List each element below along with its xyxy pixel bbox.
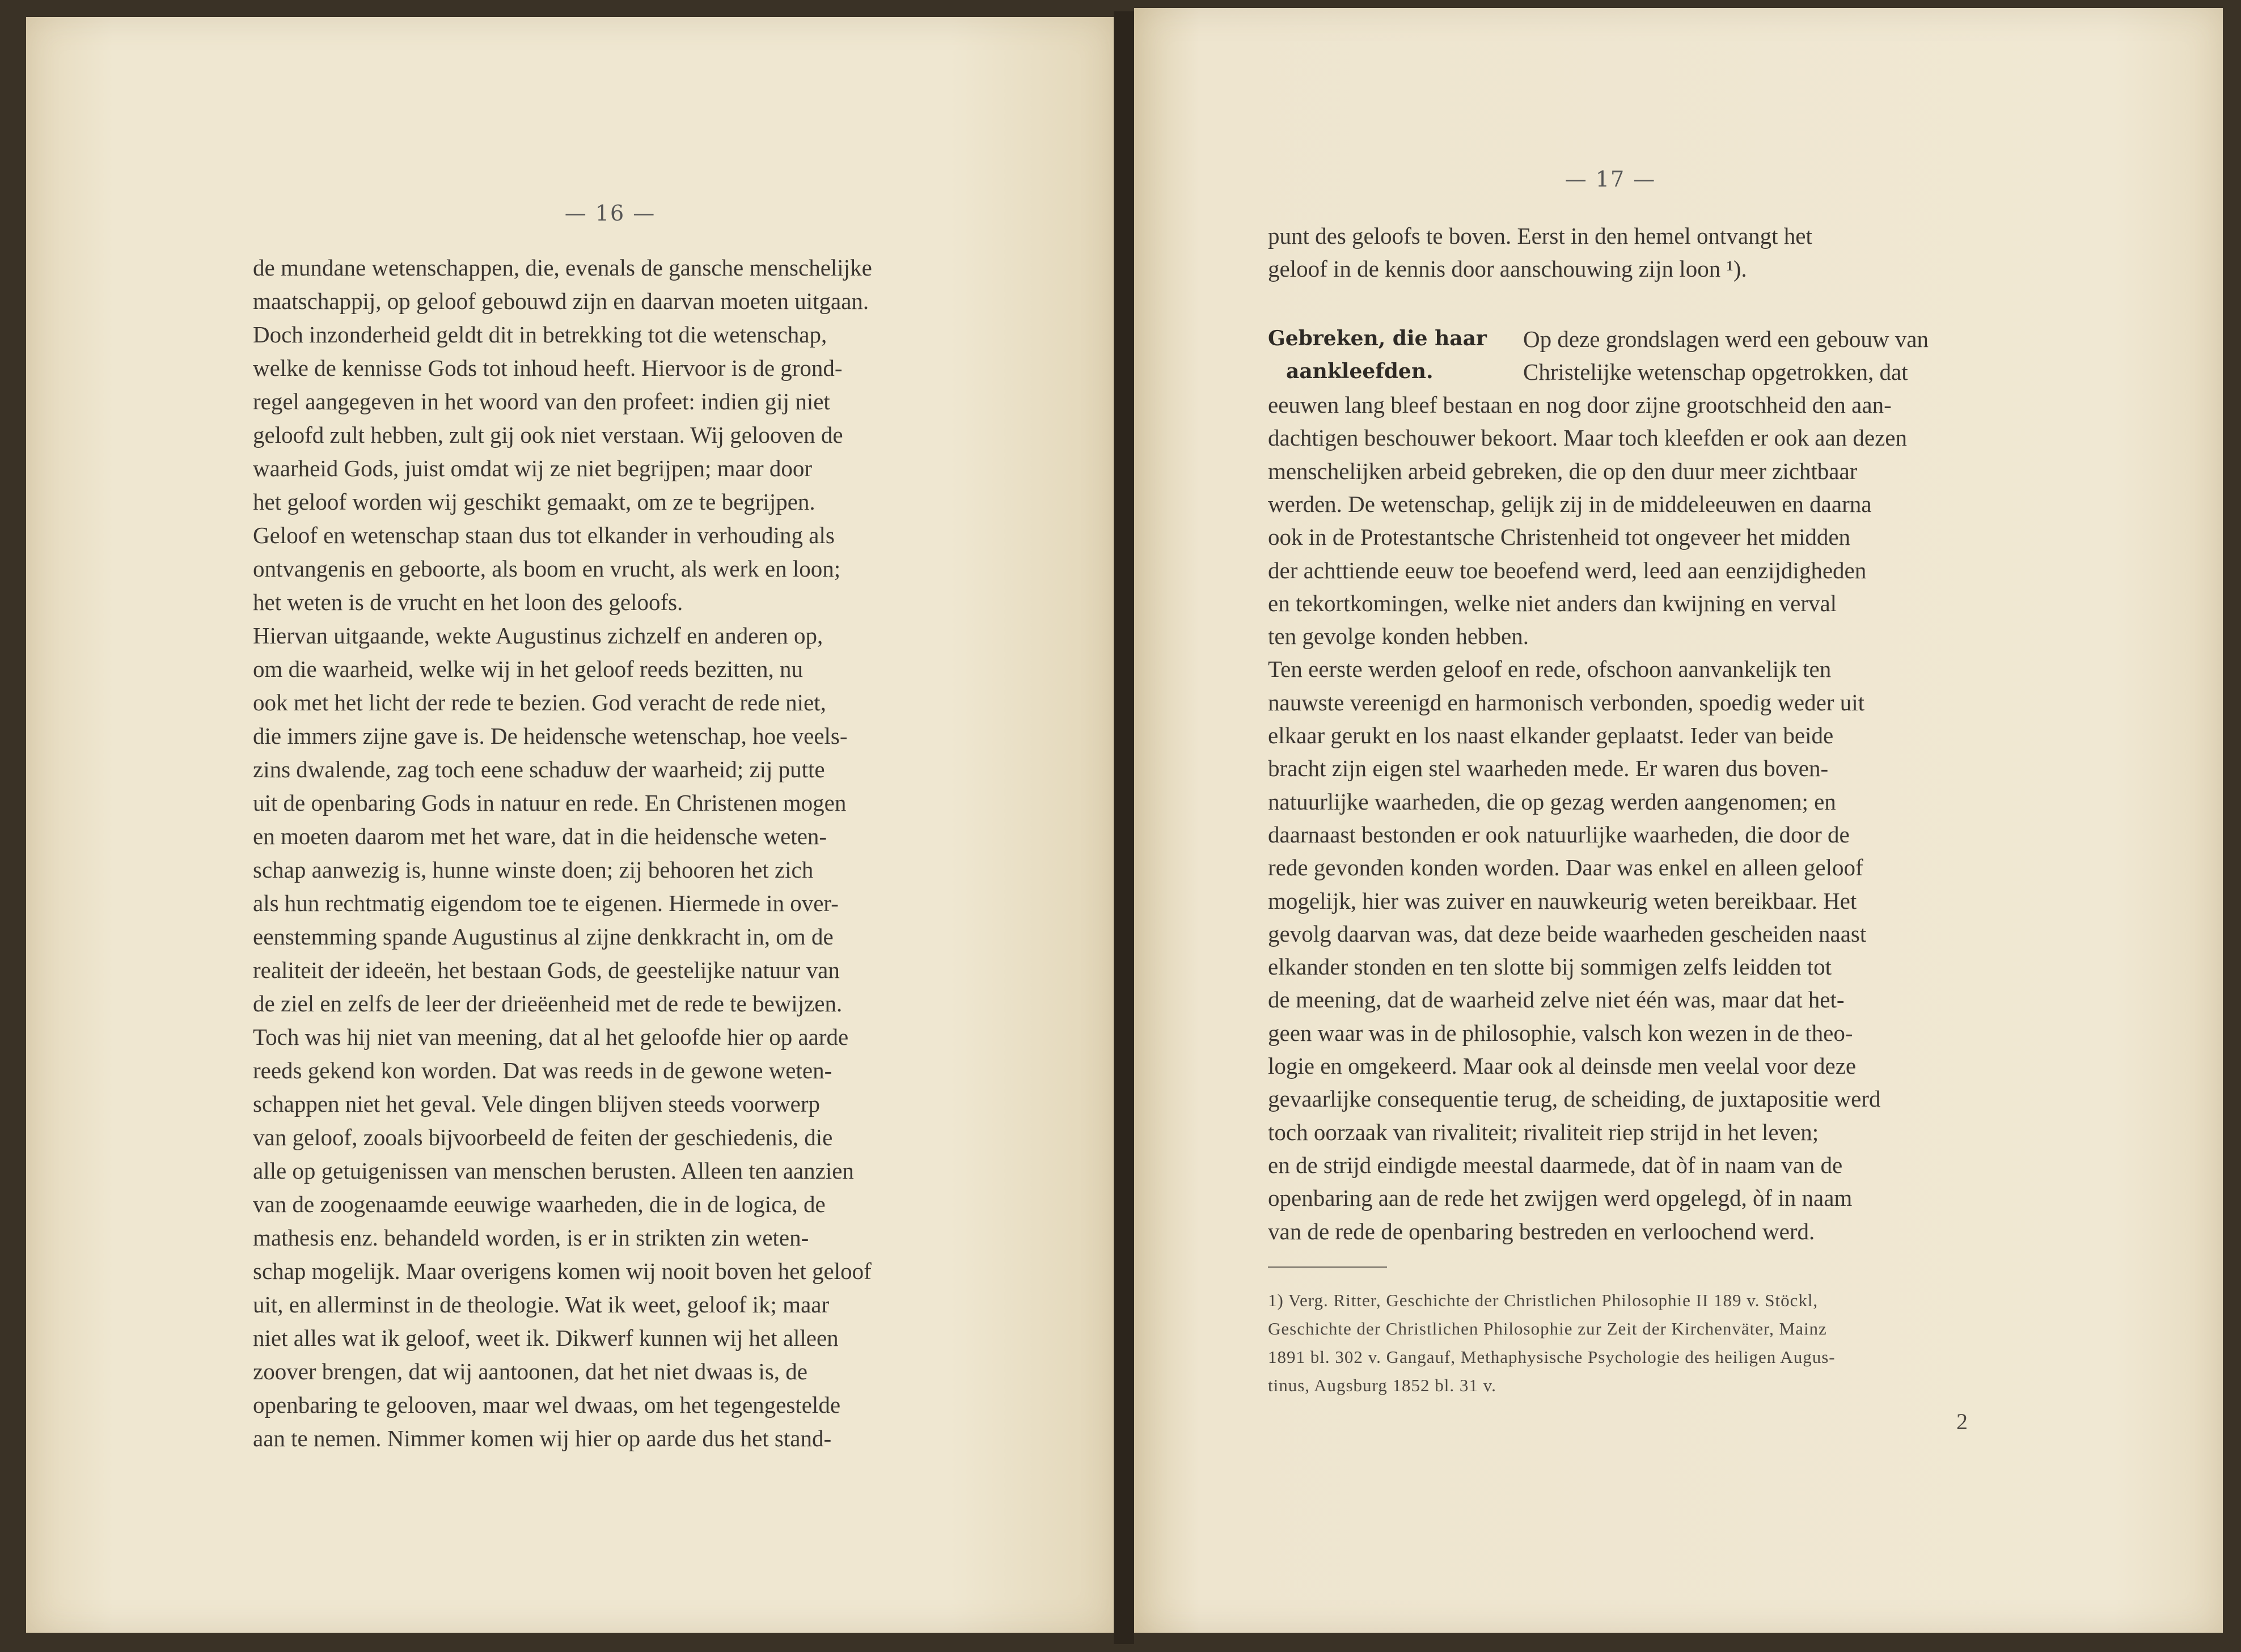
footnote-line: 1) Verg. Ritter, Geschichte der Christlichen Philosophie II 189 v. Stöckl, xyxy=(1268,1290,1819,1310)
text-line: geloof in de kennis door aanschouwing zijn loon ¹). xyxy=(1268,256,1747,282)
text-line: van de rede de openbaring bestreden en verloochend werd. xyxy=(1268,1218,1815,1244)
text-line: eenstemming spande Augustinus al zijne denkkracht in, om de xyxy=(253,924,834,950)
text-line: logie en omgekeerd. Maar ook al deinsde men veelal voor deze xyxy=(1268,1053,1857,1079)
text-line: elkander stonden en ten slotte bij sommigen zelfs leidden tot xyxy=(1268,954,1832,980)
text-line: der achttiende eeuw toe beoefend werd, leed aan eenzijdigheden xyxy=(1268,557,1867,583)
text-line: Doch inzonderheid geldt dit in betrekking tot die wetenschap, xyxy=(253,321,827,348)
heading-text-line-1: Op deze grondslagen werd een gebouw van xyxy=(1523,326,1929,352)
text-line: schap aanwezig is, hunne winste doen; zij behooren het zich xyxy=(253,857,814,883)
text-line: rede gevonden konden worden. Daar was enkel en alleen geloof xyxy=(1268,854,1863,881)
text-line: en de strijd eindigde meestal daarmede, dat òf in naam van de xyxy=(1268,1151,1843,1178)
text-line: toch oorzaak van rivaliteit; rivaliteit riep strijd in het leven; xyxy=(1268,1119,1819,1145)
text-line: waarheid Gods, juist omdat wij ze niet begrijpen; maar door xyxy=(253,455,813,481)
text-line: alle op getuigenissen van menschen berusten. Alleen ten aanzien xyxy=(253,1158,854,1184)
text-line: de meening, dat de waarheid zelve niet één was, maar dat het- xyxy=(1268,986,1845,1013)
signature-mark: 2 xyxy=(1956,1409,1968,1434)
text-line: Ten eerste werden geloof en rede, ofschoon aanvankelijk ten xyxy=(1268,656,1832,683)
text-line: de ziel en zelfs de leer der drieëenheid met de rede te bewijzen. xyxy=(253,990,843,1016)
margin-heading-line-1: Gebreken, die haar xyxy=(1268,327,1487,350)
margin-heading-line-2: aankleefden. xyxy=(1286,359,1434,383)
text-line: werden. De wetenschap, gelijk zij in de middeleeuwen en daarna xyxy=(1268,490,1872,517)
text-line: en tekortkomingen, welke niet anders dan kwijning en verval xyxy=(1268,590,1837,616)
text-line: geloofd zult hebben, zult gij ook niet verstaan. Wij gelooven de xyxy=(253,422,843,448)
text-line: menschelijken arbeid gebreken, die op den duur meer zichtbaar xyxy=(1268,458,1858,484)
text-line: openbaring aan de rede het zwijgen werd opgelegd, òf in naam xyxy=(1268,1185,1853,1212)
text-line: uit de openbaring Gods in natuur en rede. En Christenen mogen xyxy=(253,790,847,816)
right-page xyxy=(1134,8,2223,1633)
footnote-line: tinus, Augsburg 1852 bl. 31 v. xyxy=(1268,1375,1496,1395)
page-number-left: — 16 — xyxy=(564,201,656,226)
text-line: zins dwalende, zag toch eene schaduw der waarheid; zij putte xyxy=(253,756,825,782)
footnote-rule xyxy=(1268,1266,1387,1268)
text-line: eeuwen lang bleef bestaan en nog door zijne grootschheid den aan- xyxy=(1268,392,1892,418)
text-line: elkaar gerukt en los naast elkander geplaatst. Ieder van beide xyxy=(1268,722,1834,748)
left-page xyxy=(26,17,1114,1633)
text-line: aan te nemen. Nimmer komen wij hier op aarde dus het stand- xyxy=(253,1425,832,1451)
text-line: de mundane wetenschappen, die, evenals de gansche menschelijke xyxy=(253,255,872,281)
text-line: die immers zijne gave is. De heidensche wetenschap, hoe veels- xyxy=(253,723,848,749)
text-line: regel aangegeven in het woord van den profeet: indien gij niet xyxy=(253,388,830,414)
text-line: gevolg daarvan was, dat deze beide waarheden gescheiden naast xyxy=(1268,920,1867,947)
text-line: maatschappij, op geloof gebouwd zijn en daarvan moeten uitgaan. xyxy=(253,288,869,314)
text-line: gevaarlijke consequentie terug, de scheiding, de juxtapositie werd xyxy=(1268,1086,1881,1112)
text-line: nauwste vereenigd en harmonisch verbonden, spoedig weder uit xyxy=(1268,689,1865,715)
text-line: ook met het licht der rede te bezien. God veracht de rede niet, xyxy=(253,689,826,715)
text-line: mathesis enz. behandeld worden, is er in strikten zin weten- xyxy=(253,1225,809,1251)
text-line: dachtigen beschouwer bekoort. Maar toch kleefden er ook aan dezen xyxy=(1268,425,1907,451)
footnote-line: Geschichte der Christlichen Philosophie zur Zeit der Kirchenväter, Mainz xyxy=(1268,1319,1827,1338)
text-line: reeds gekend kon worden. Dat was reeds in de gewone weten- xyxy=(253,1057,832,1083)
text-line: als hun rechtmatig eigendom toe te eigenen. Hiermede in over- xyxy=(253,890,839,916)
text-line: niet alles wat ik geloof, weet ik. Dikwerf kunnen wij het alleen xyxy=(253,1325,839,1351)
text-line: mogelijk, hier was zuiver en nauwkeurig weten bereikbaar. Het xyxy=(1268,887,1857,914)
text-line: schappen niet het geval. Vele dingen blijven steeds voorwerp xyxy=(253,1091,821,1117)
text-line: van de zoogenaamde eeuwige waarheden, die in de logica, de xyxy=(253,1191,826,1217)
text-line: en moeten daarom met het ware, dat in die heidensche weten- xyxy=(253,823,827,849)
text-line: ontvangenis en geboorte, als boom en vrucht, als werk en loon; xyxy=(253,556,841,582)
text-line: natuurlijke waarheden, die op gezag werden aangenomen; en xyxy=(1268,788,1836,815)
text-line: punt des geloofs te boven. Eerst in den hemel ontvangt het xyxy=(1268,223,1812,249)
text-line: van geloof, zooals bijvoorbeeld de feiten der geschiedenis, die xyxy=(253,1124,833,1150)
text-line: Geloof en wetenschap staan dus tot elkander in verhouding als xyxy=(253,522,835,548)
text-line: Toch was hij niet van meening, dat al het geloofde hier op aarde xyxy=(253,1024,849,1050)
text-line: Hiervan uitgaande, wekte Augustinus zichzelf en anderen op, xyxy=(253,622,823,649)
book-gutter xyxy=(1114,11,1134,1644)
text-line: welke de kennisse Gods tot inhoud heeft. Hiervoor is de grond- xyxy=(253,355,843,381)
text-line: schap mogelijk. Maar overigens komen wij nooit boven het geloof xyxy=(253,1258,872,1284)
heading-text-line-2: Christelijke wetenschap opgetrokken, dat xyxy=(1523,359,1908,385)
text-line: daarnaast bestonden er ook natuurlijke waarheden, die door de xyxy=(1268,821,1850,848)
text-line: ook in de Protestantsche Christenheid tot ongeveer het midden xyxy=(1268,524,1851,550)
text-line: het weten is de vrucht en het loon des geloofs. xyxy=(253,589,683,615)
text-line: bracht zijn eigen stel waarheden mede. Er waren dus boven- xyxy=(1268,755,1829,782)
text-line: om die waarheid, welke wij in het geloof reeds bezitten, nu xyxy=(253,656,804,682)
page-number-right: — 17 — xyxy=(1565,167,1656,192)
text-line: zoover brengen, dat wij aantoonen, dat het niet dwaas is, de xyxy=(253,1358,807,1384)
text-line: realiteit der ideeën, het bestaan Gods, de geestelijke natuur van xyxy=(253,957,840,983)
text-line: het geloof worden wij geschikt gemaakt, om ze te begrijpen. xyxy=(253,489,815,515)
text-line: openbaring te gelooven, maar wel dwaas, om het tegengestelde xyxy=(253,1392,841,1418)
text-line: geen waar was in de philosophie, valsch kon wezen in de theo- xyxy=(1268,1019,1853,1046)
footnote-line: 1891 bl. 302 v. Gangauf, Methaphysische Psychologie des heiligen Augus- xyxy=(1268,1347,1836,1367)
text-line: ten gevolge konden hebben. xyxy=(1268,623,1529,650)
text-line: uit, en allerminst in de theologie. Wat ik weet, geloof ik; maar xyxy=(253,1291,830,1318)
